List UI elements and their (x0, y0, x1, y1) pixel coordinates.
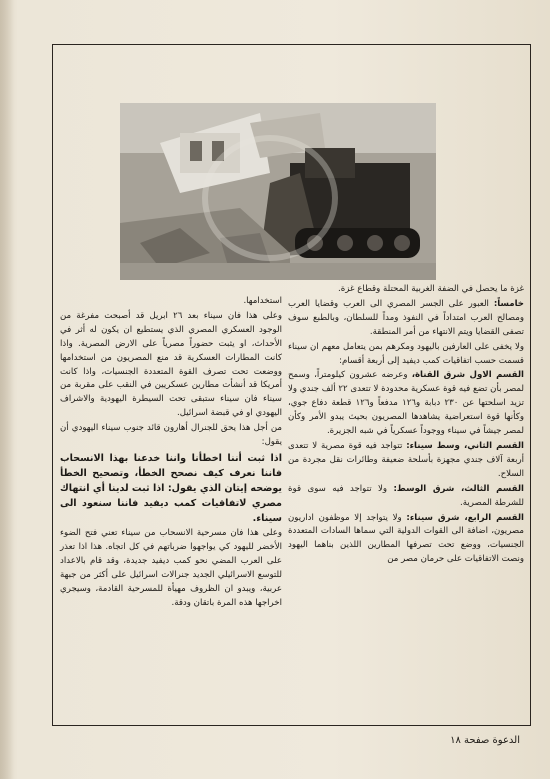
section-1 (288, 369, 524, 439)
quote-block: اذا ثبت أننا اخطأنا واننا خدعنا بهذا الانسحاب فاننا نعرف كيف نصحح الخطأ، وتصحيح الخطأ يوضحه إيتان الذي يقول: اذا ثبت لدينا أي انتهاك مصري لاتفاقيات كمب ديفيد فاننا سنعود الى سيناء. (60, 452, 282, 524)
left-paragraph-4: وعلى هذا فان مسرحية الانسحاب من سيناء تعني فتح الضوء الأخضر لليهود كي يواجهوا ضرباتهم في كل اتجاه. هذا اذا تعذر على العرب المضي نحو كمب ديفيد جديدة، وقد قام بالاعداد للتوسع الاسرائيلي الجديد جنرالات اسرائيل على أكثر من جبهة عربية، ويبدو ان الظروف مهيأة للمسرحية القادمة، وسيجري اخراجها هذه المرة باتقان ودقة. (60, 527, 282, 608)
left-paragraph-3: من أجل هذا يحق للجنرال أهارون قائد جنوب سيناء اليهودي أن يقول: (60, 423, 282, 448)
section-1-title: القسم الاول شرق القناة، (411, 370, 525, 381)
section-4-text: ولا يتواجد إلا موظفون اداريون مصريون، اضافة الى القوات الدولية التي سماها السادات المتعددة الجنسيات، ووضع تحت تصرفها المطارين اللذين بناهما اليهود ونصت الاتفاقيات على حرمان مصر من (288, 512, 524, 565)
right-paragraph-1: غزة ما يحصل في الضفة الغربية المحتلة وقطاع غزة. (338, 284, 524, 294)
bulldozer-photo-icon (120, 103, 436, 280)
right-paragraph-3: ولا يخفى على العارفين باليهود ومكرهم بمن يتعامل معهم ان سيناء قسمت حسب اتفاقيات كمب ديفيد إلى أربعة أقسام: (288, 341, 524, 366)
section-2-text: تتواجد فيه قوة مصرية لا تتعدى أربعة آلاف جندي مجهزة بأسلحة ضعيفة وطائرات نقل مجردة من السلاح. (288, 440, 524, 479)
section-1-text: وعرضه عشرون كيلومتراً، وسمح لمصر بأن تضع فيه قوة عسكرية محدودة لا تتعدى ٢٢ ألف جندي ولا تزيد اسلحتها عن ٢٣٠ دبابة و١٢٦ مدفعاً و١٢٦ قطعة دفاع جوي، وكأنها قوة استعراضية يشاهدها المصريون بحيث يبدو الأمر وكأن لمصر جيشاً في سيناء ووجوداً عسكرياً في شبه الجزيرة. (288, 370, 524, 437)
section-4-title: القسم الرابع، شرق سيناء: (406, 512, 525, 523)
left-paragraph-1: استخدامها. (243, 296, 282, 306)
section-2-title: القسم الثاني، وسط سيناء: (406, 440, 525, 451)
fifth-label: خامساً: (493, 298, 524, 309)
left-paragraph-2: وعلى هذا فان سيناء بعد ٢٦ ابريل قد أصبحت مفرغة من الوجود العسكري المصري الذي يستطيع ان يكون له أثر في الأحداث، او يثبت حضوراً مصرياً على الارض المصرية. واذا كانت المطارات العسكرية قد منع المصريون من استخدامها ووضعت تحت تصرف القوة المتعددة الجنسيات، واذا كانت أمريكا قد أنشأت مطارين عسكريين في النقب على مقربة من سيناء فان سيناء ستبقى تحت السيطرة اليهودية والاشراف اليهودي او في قبضة اسرائيل. (60, 310, 282, 419)
page-footer: الدعوة صفحة ١٨ (450, 735, 520, 746)
scan-edge (0, 0, 14, 779)
section-3-title: القسم الثالث، شرق الوسط: (393, 483, 524, 494)
left-column (60, 295, 282, 611)
section-2 (288, 440, 524, 482)
section-4 (288, 512, 524, 568)
bulldozer-photo (120, 103, 436, 280)
section-3-text: ولا تتواجد فيه سوى قوة للشرطة المصرية. (288, 483, 524, 508)
section-3 (288, 483, 524, 511)
right-column (288, 283, 524, 568)
fifth-text: العبور على الجسر المصري الى العرب وقضايا العرب ومصالح العرب امتداداً في النفوذ ومداً للسلطان، وبالطبع سوف تصفى القضايا ويتم الانتهاء من أمر المنطقة. (288, 298, 524, 337)
right-paragraph-2 (288, 298, 524, 340)
